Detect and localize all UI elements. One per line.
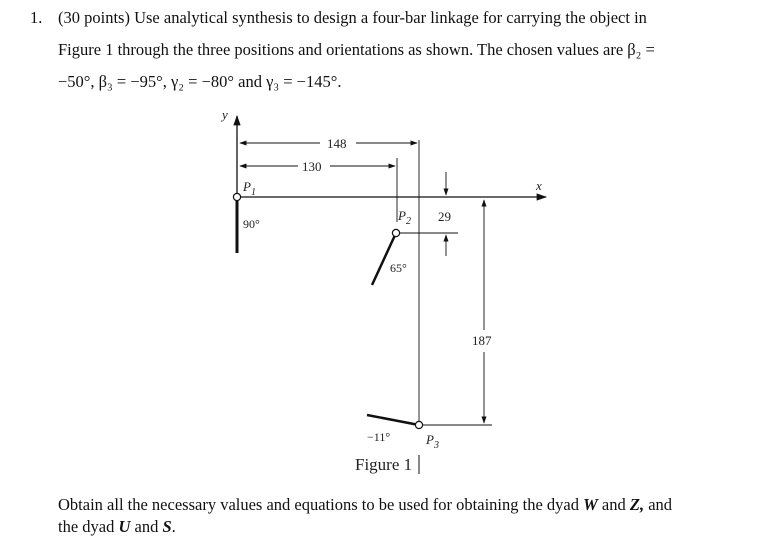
dyad-s: S [162, 517, 172, 536]
p2-point [392, 229, 399, 236]
p2-body [372, 233, 396, 285]
problem-line-2: Figure 1 through the three positions and orientations as shown. The chosen values are β₂ = [58, 40, 655, 59]
p3-angle-label: −11° [367, 430, 391, 444]
dyad-z: Z, [629, 495, 645, 514]
figure-caption: Figure 1 [355, 455, 413, 474]
dim-29-label: 29 [438, 209, 451, 224]
x-axis-label: x [536, 178, 542, 193]
problem-text-1: (30 points) Use analytical synthesis to design a four-bar linkage for carrying the object in [58, 8, 647, 27]
dim-130-label: 130 [302, 159, 322, 174]
y-axis-label: y [222, 107, 228, 122]
problem-number: 1. [30, 8, 43, 27]
p3-label: $P_3$ [426, 432, 439, 451]
problem-line-3: −50°, β₃ = −95°, γ₂ = −80° and γ₃ = −145°. [58, 72, 342, 91]
p3-point [415, 421, 422, 428]
dyad-w: W [583, 495, 598, 514]
p1-label: $P_1$ [243, 179, 256, 198]
p1-angle-label: 90° [243, 217, 260, 231]
dyad-u: U [118, 517, 131, 536]
p2-label: $P_2$ [398, 208, 411, 227]
p3-body [367, 415, 419, 425]
p1-point [233, 193, 240, 200]
bottom-line-2: the dyad U and S. [58, 517, 176, 536]
dim-187-label: 187 [472, 333, 492, 348]
bottom-line-1: Obtain all the necessary values and equations to be used for obtaining the dyad W and Z, and [58, 495, 673, 514]
p2-angle-label: 65° [390, 261, 407, 275]
dim-148-label: 148 [327, 136, 347, 151]
